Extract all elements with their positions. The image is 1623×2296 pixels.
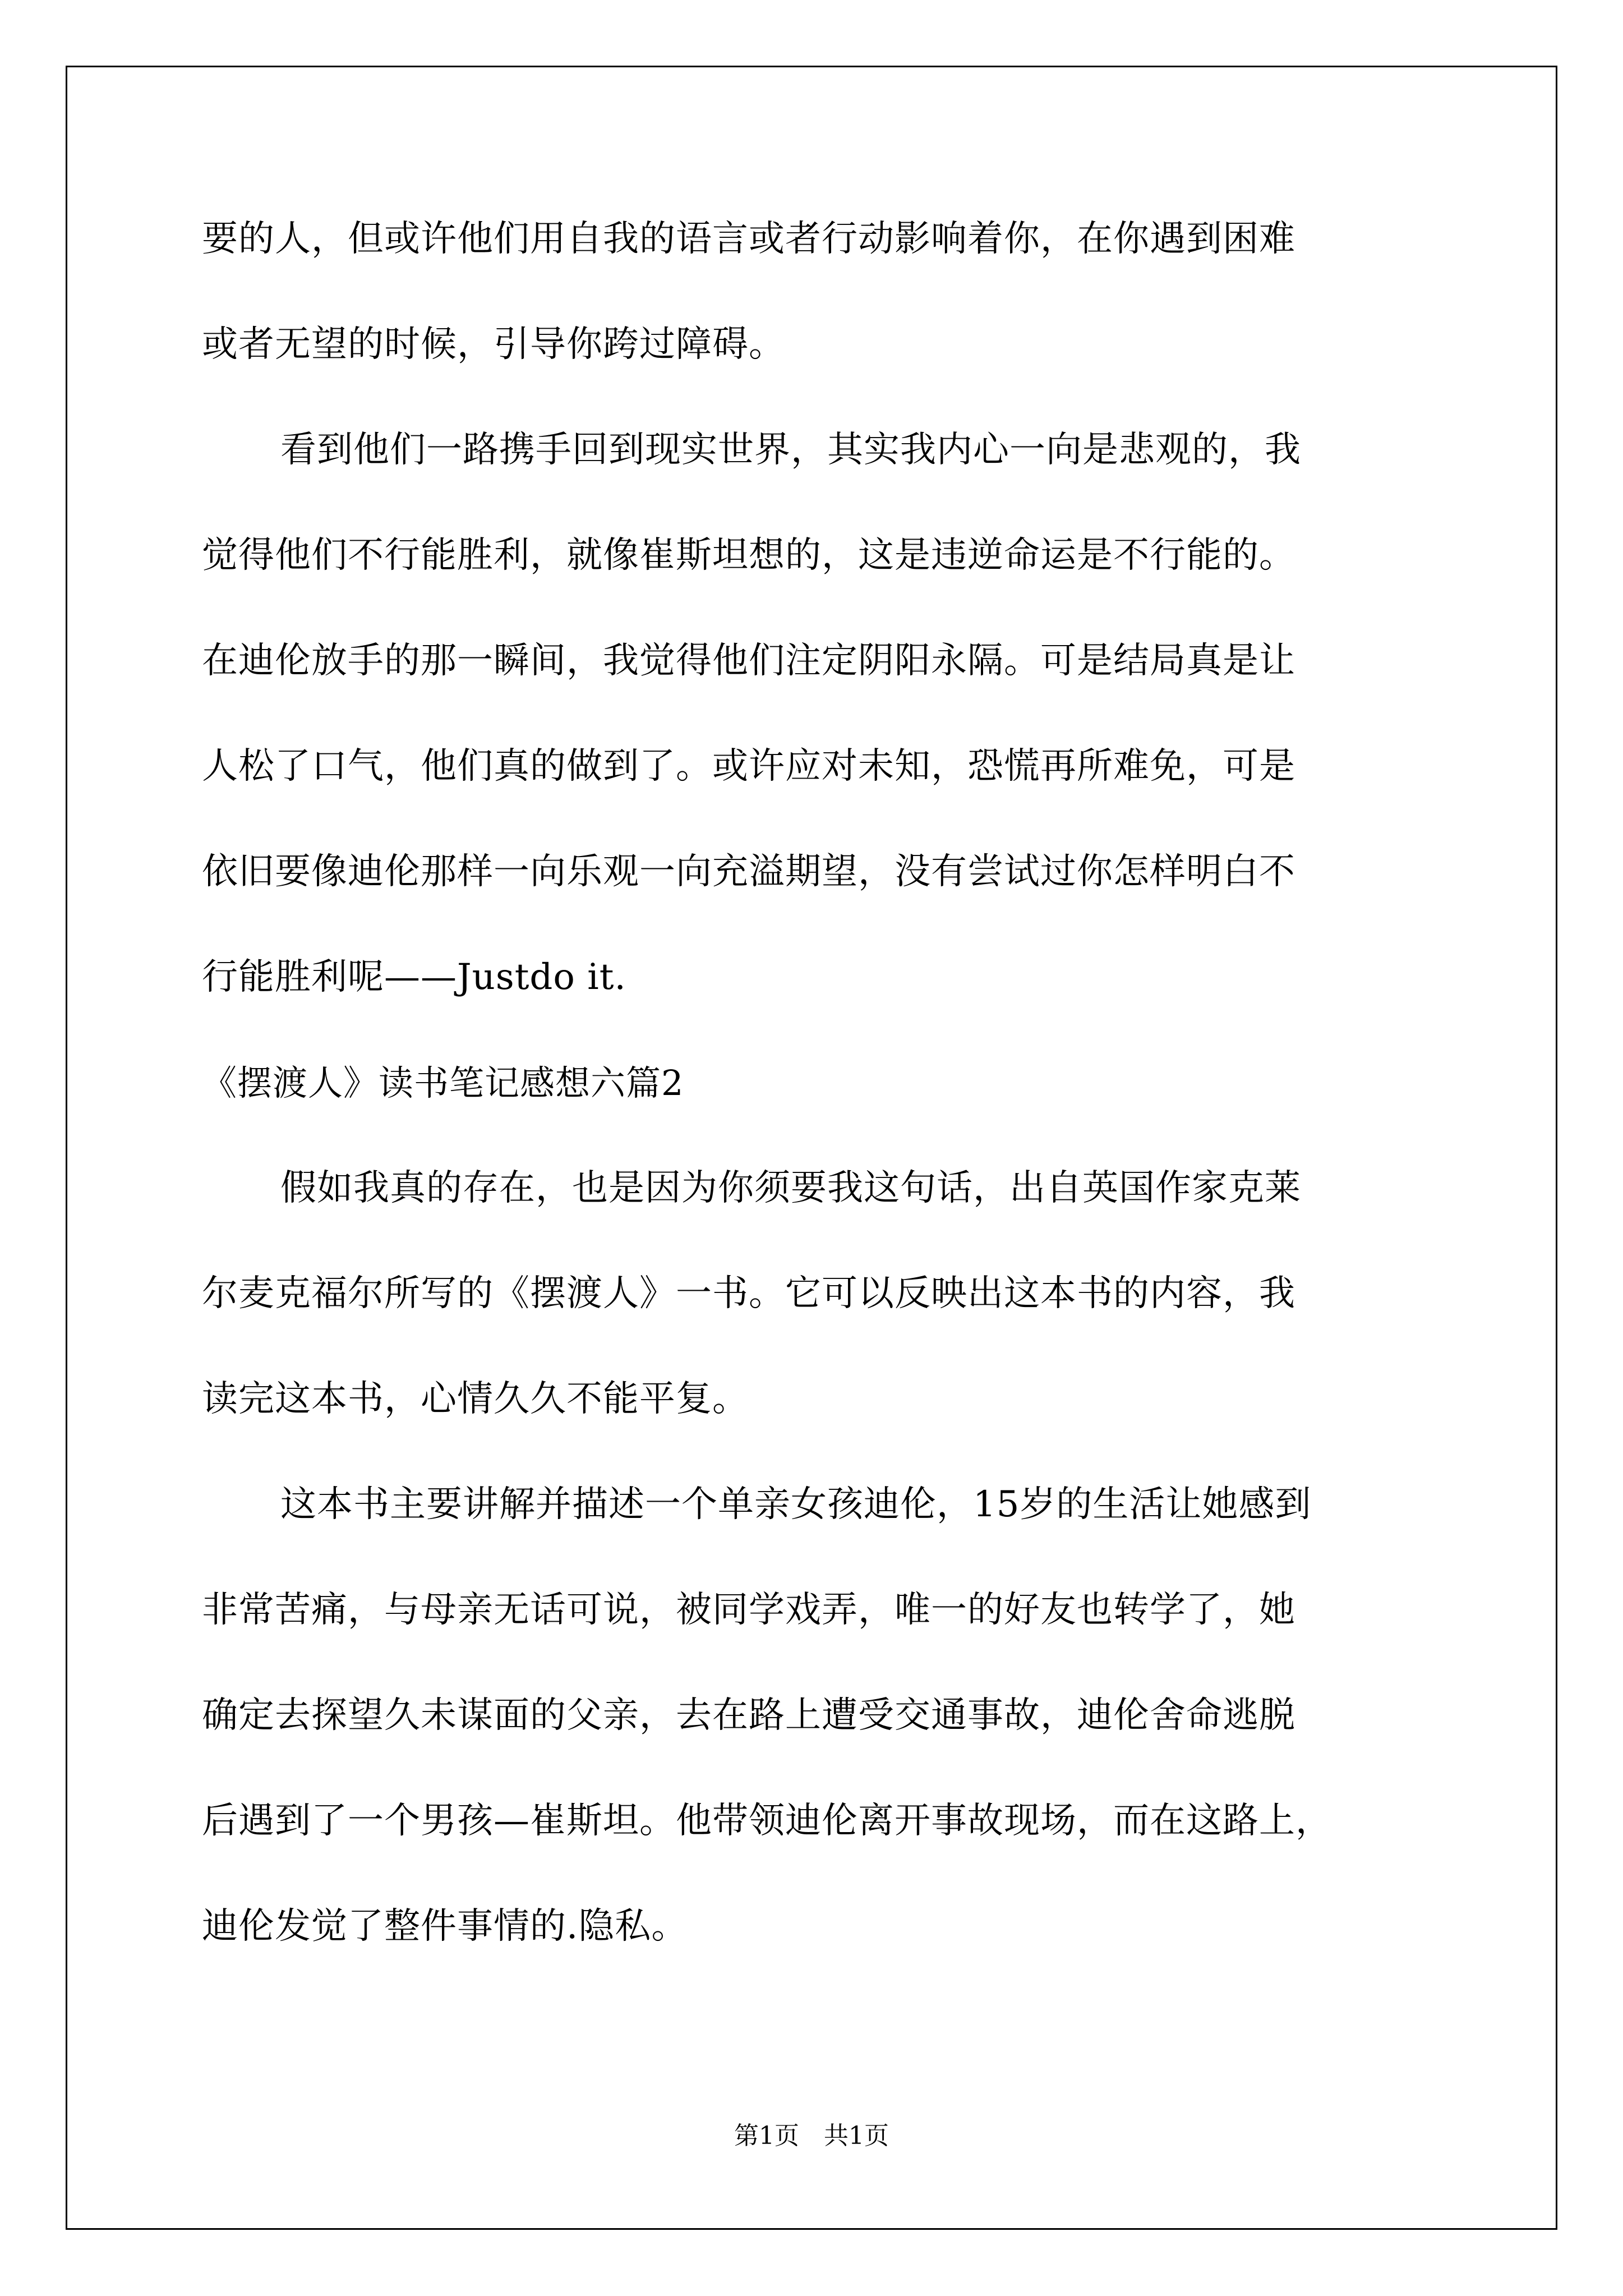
text-line: 觉得他们不行能胜利，就像崔斯坦想的，这是违逆命运是不行能的。 [202,535,1295,576]
text-line: 非常苦痛，与母亲无话可说，被同学戏弄，唯一的好友也转学了，她 [202,1589,1295,1631]
page-number-footer: 第1页 共1页 [734,2122,889,2150]
text-line: 或者无望的时候，引导你跨过障碍。 [202,324,785,365]
document-body [202,213,1458,2006]
paragraph-start-line: 看到他们一路携手回到现实世界，其实我内心一向是悲观的，我 [280,429,1301,471]
paragraph-start-line: 假如我真的存在，也是因为你须要我这句话，出自英国作家克莱 [280,1167,1301,1209]
text-line: 依旧要像迪伦那样一向乐观一向充溢期望，没有尝试过你怎样明白不 [202,851,1295,892]
text-line: 后遇到了一个男孩—崔斯坦。他带领迪伦离开事故现场，而在这路上， [202,1800,1332,1842]
paragraph-start-line: 这本书主要讲解并描述一个单亲女孩迪伦，15岁的生活让她感到 [280,1484,1312,1525]
text-line: 尔麦克福尔所写的《摆渡人》一书。它可以反映出这本书的内容，我 [202,1273,1295,1314]
text-line: 读完这本书，心情久久不能平复。 [202,1378,749,1420]
section-heading: 《摆渡人》读书笔记感想六篇2 [202,1062,684,1103]
text-line: 确定去探望久未谋面的父亲，去在路上遭受交通事故，迪伦舍命逃脱 [202,1695,1295,1736]
text-line: 行能胜利呢——Justdo it. [202,956,626,998]
text-line: 人松了口气，他们真的做到了。或许应对未知，恐慌再所难免，可是 [202,746,1295,787]
text-line: 在迪伦放手的那一瞬间，我觉得他们注定阴阳永隔。可是结局真是让 [202,640,1295,682]
text-line: 迪伦发觉了整件事情的.隐私。 [202,1906,688,1947]
text-line: 要的人，但或许他们用自我的语言或者行动影响着你，在你遇到困难 [202,218,1295,260]
